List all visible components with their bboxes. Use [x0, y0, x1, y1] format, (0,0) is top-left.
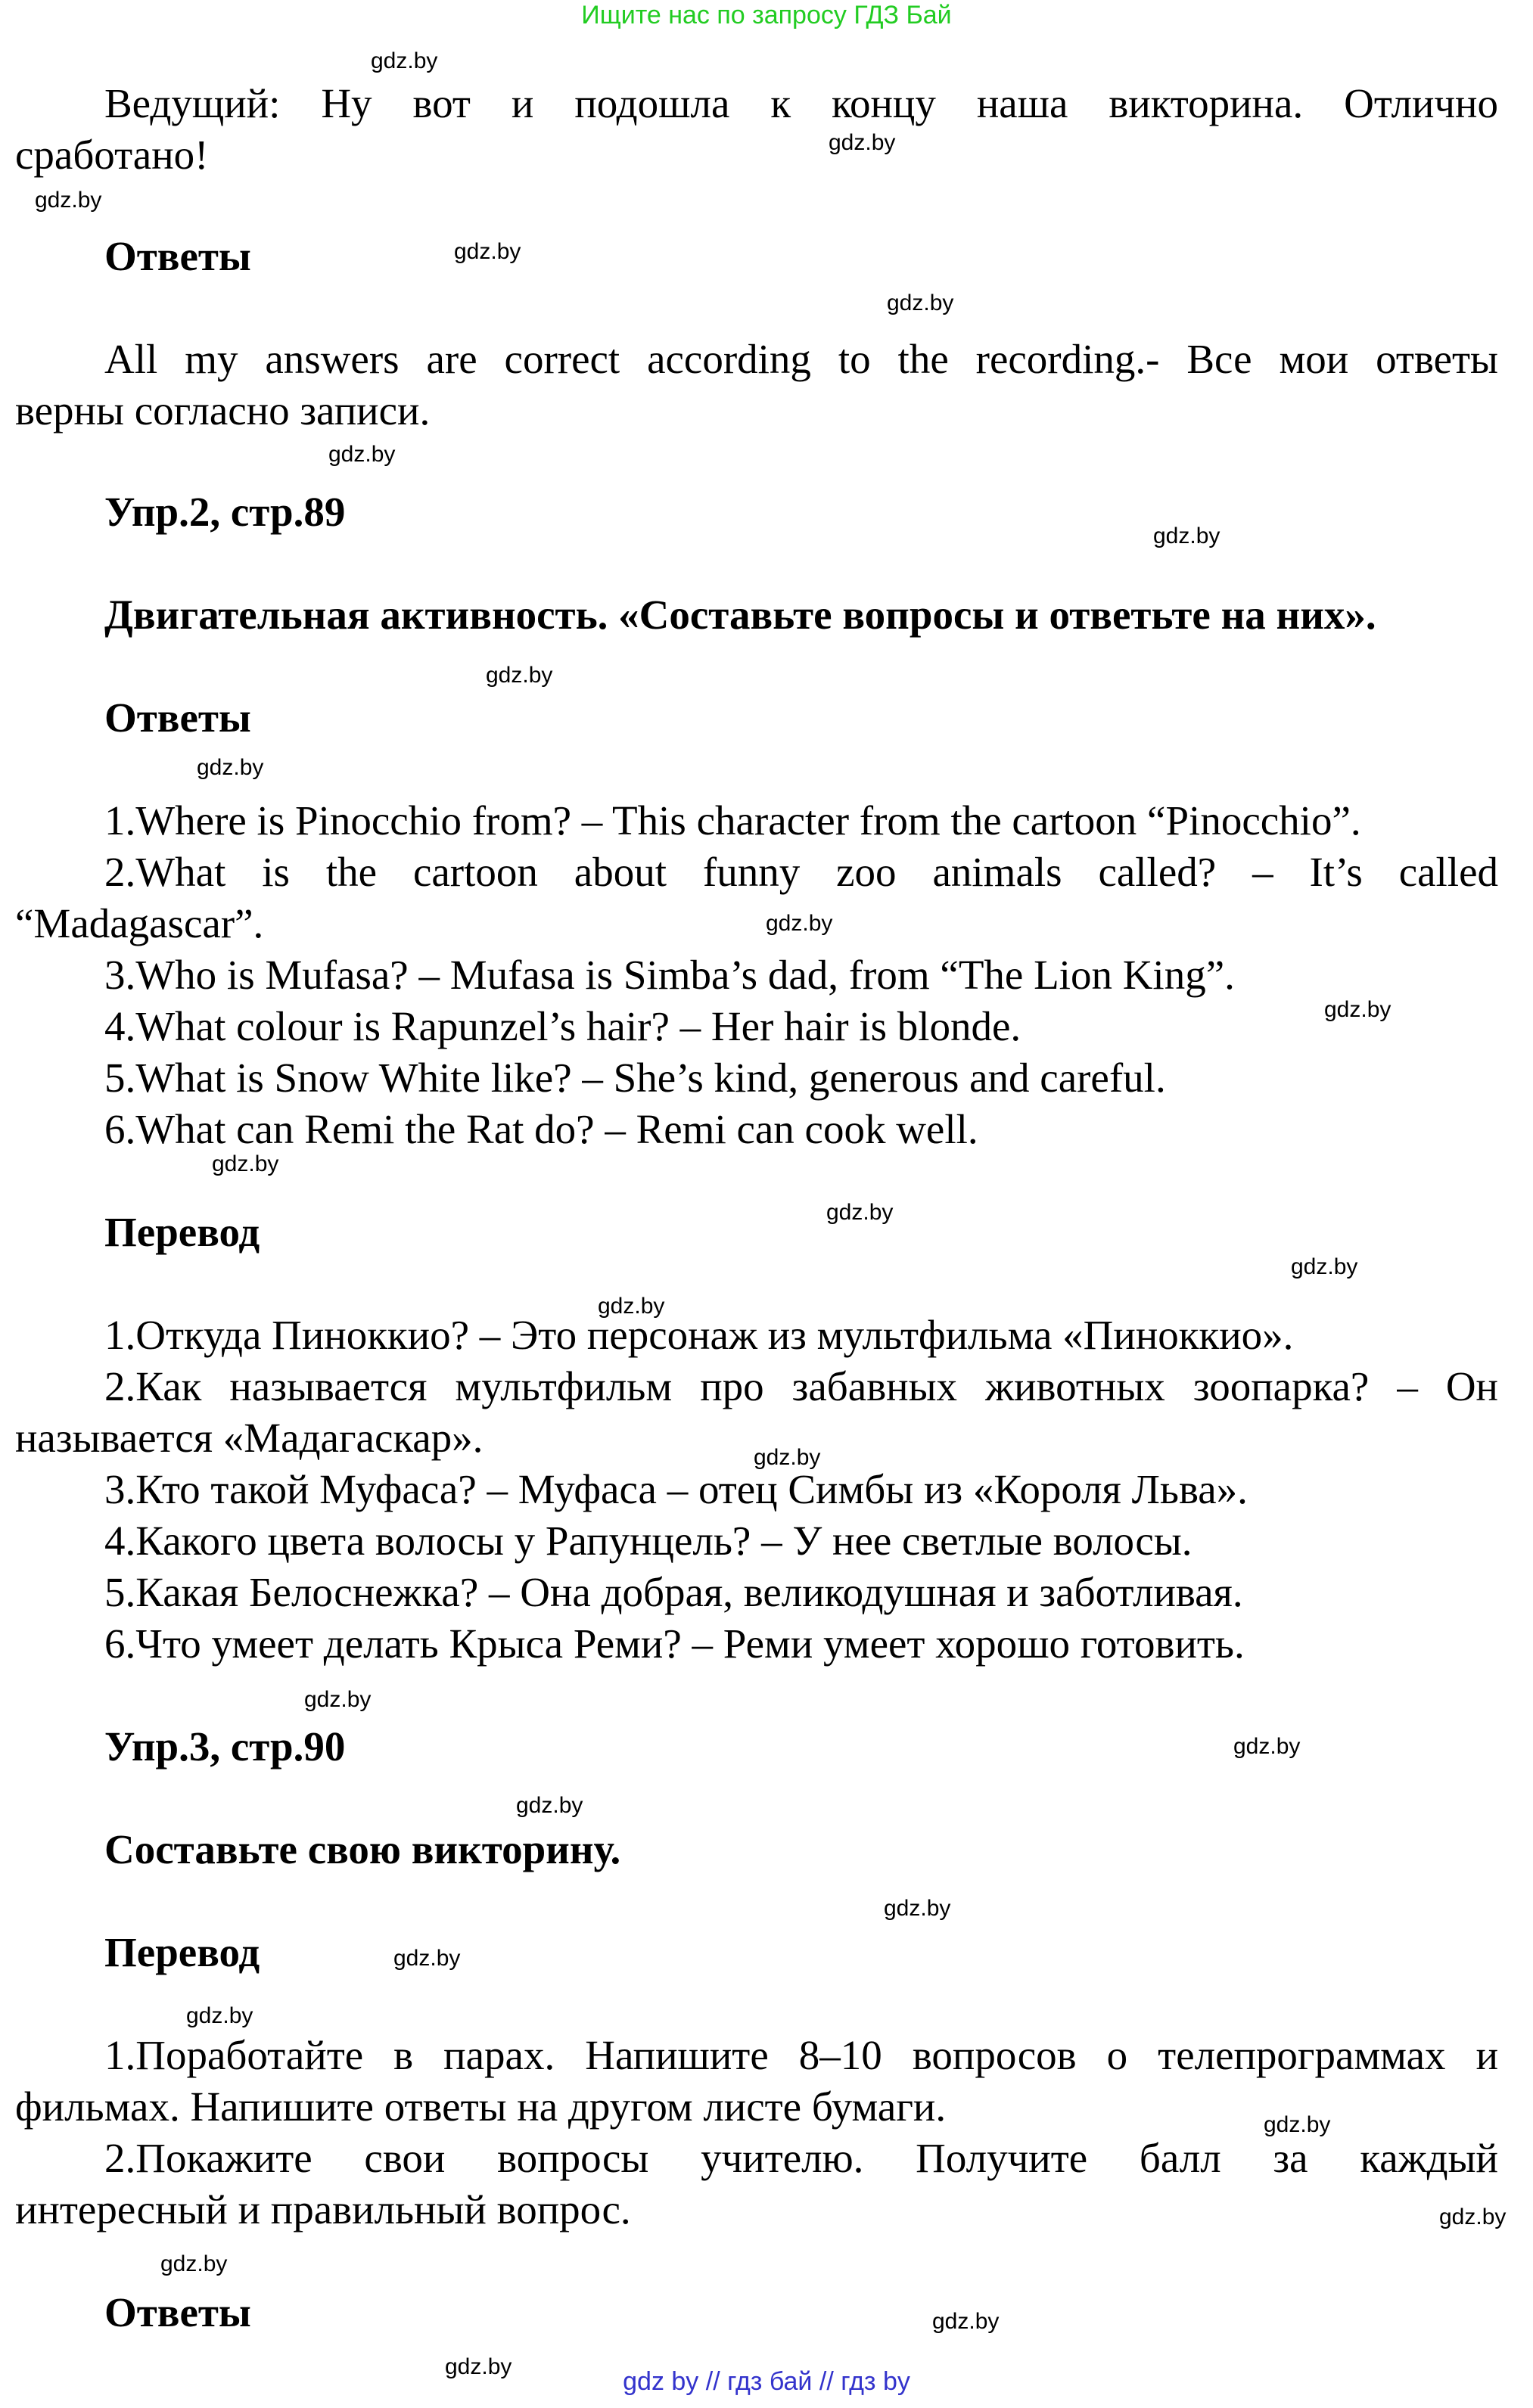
watermark: gdz.by — [754, 1445, 821, 1470]
watermark: gdz.by — [212, 1151, 279, 1176]
translation-line: называется «Мадагаскар». — [15, 1415, 484, 1461]
watermark: gdz.by — [328, 442, 396, 467]
answer-line: 3.Who is Mufasa? – Mufasa is Simba’s dad, from “The Lion King”. — [104, 952, 1235, 998]
watermark: gdz.by — [186, 2003, 253, 2028]
watermark: gdz.by — [829, 130, 896, 155]
watermark: gdz.by — [766, 911, 833, 936]
exercise-3-task: Составьте свою викторину. — [104, 1826, 621, 1872]
answer-line: 5.What is Snow White like? – She’s kind, generous and careful. — [104, 1055, 1166, 1101]
answer-line: “Madagascar”. — [15, 900, 264, 946]
watermark: gdz.by — [445, 2354, 512, 2379]
intro-line: Ведущий: Ну вот и подошла к концу наша викторина. Отлично — [104, 80, 1498, 126]
watermark: gdz.by — [371, 48, 438, 73]
watermark: gdz.by — [35, 188, 102, 213]
watermark: gdz.by — [598, 1294, 665, 1319]
translation-heading: Перевод — [104, 1929, 260, 1975]
answers-heading: Ответы — [104, 2289, 251, 2335]
watermark: gdz.by — [516, 1793, 583, 1818]
exercise-2-task: Двигательная активность. «Составьте вопросы и ответьте на них». — [104, 592, 1376, 638]
translation-line: 3.Кто такой Муфаса? – Муфаса – отец Симбы из «Короля Льва». — [104, 1466, 1248, 1512]
watermark: gdz.by — [1324, 997, 1392, 1022]
watermark: gdz.by — [884, 1896, 951, 1921]
watermark: gdz.by — [932, 2309, 1000, 2334]
exercise-3-heading: Упр.3, стр.90 — [104, 1723, 346, 1769]
translation-line: 1.Откуда Пиноккио? – Это персонаж из мультфильма «Пиноккио». — [104, 1312, 1294, 1358]
answer-line: верны согласно записи. — [15, 387, 431, 433]
translation-line: 2.Как называется мультфильм про забавных животных зоопарка? – Он — [104, 1363, 1498, 1409]
answers-heading: Ответы — [104, 233, 251, 279]
watermark: gdz.by — [1233, 1734, 1301, 1759]
translation-line: 4.Какого цвета волосы у Рапунцель? – У нее светлые волосы. — [104, 1518, 1193, 1564]
watermark: gdz.by — [486, 663, 553, 688]
exercise-2-heading: Упр.2, стр.89 — [104, 489, 346, 535]
watermark: gdz.by — [826, 1200, 894, 1225]
translation-line: 2.Покажите свои вопросы учителю. Получите балл за каждый — [104, 2135, 1498, 2181]
answer-line: 2.What is the cartoon about funny zoo animals called? – It’s called — [104, 849, 1498, 895]
footer-links[interactable]: gdz by // гдз бай // гдз by — [623, 2367, 910, 2396]
top-banner[interactable]: Ищите нас по запросу ГДЗ Бай — [581, 1, 952, 30]
answer-line: 1.Where is Pinocchio from? – This character from the cartoon “Pinocchio”. — [104, 797, 1361, 844]
watermark: gdz.by — [1264, 2112, 1331, 2137]
watermark: gdz.by — [1291, 1254, 1358, 1279]
watermark: gdz.by — [197, 755, 264, 780]
watermark: gdz.by — [393, 1946, 461, 1971]
translation-line: фильмах. Напишите ответы на другом листе бумаги. — [15, 2083, 947, 2130]
watermark: gdz.by — [454, 239, 521, 264]
translation-line: 5.Какая Белоснежка? – Она добрая, великодушная и заботливая. — [104, 1569, 1243, 1615]
watermark: gdz.by — [1153, 524, 1220, 548]
translation-heading: Перевод — [104, 1209, 260, 1255]
answer-line: 6.What can Remi the Rat do? – Remi can cook well. — [104, 1106, 978, 1152]
answers-heading: Ответы — [104, 694, 251, 741]
watermark: gdz.by — [887, 291, 954, 315]
translation-line: интересный и правильный вопрос. — [15, 2186, 631, 2232]
answer-line: All my answers are correct according to the recording.- Все мои ответы — [104, 336, 1498, 382]
answer-line: 4.What colour is Rapunzel’s hair? – Her hair is blonde. — [104, 1003, 1021, 1049]
translation-line: 1.Поработайте в парах. Напишите 8–10 вопросов о телепрограммах и — [104, 2032, 1498, 2078]
watermark: gdz.by — [1439, 2204, 1507, 2229]
watermark: gdz.by — [160, 2251, 228, 2276]
watermark: gdz.by — [304, 1687, 372, 1712]
translation-line: 6.Что умеет делать Крыса Реми? – Реми умеет хорошо готовить. — [104, 1620, 1245, 1667]
intro-line: сработано! — [15, 132, 209, 178]
